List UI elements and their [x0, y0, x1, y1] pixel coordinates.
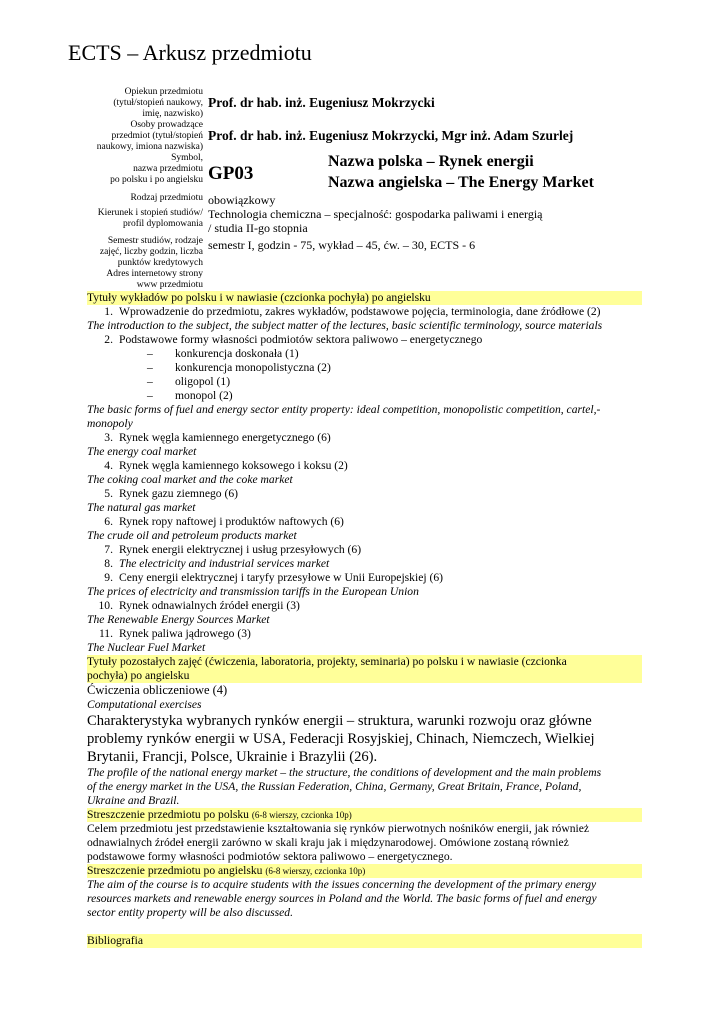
lecture-item: 2. Podstawowe formy własności podmiotów sektora paliwowo – energetycznego — [104, 333, 483, 346]
lecture-item-en: monopoly — [87, 417, 133, 430]
exercise-description-en: The profile of the national energy market – the structure, the conditions of development and the main problems of the energy market in the USA, the Russian Federation, China, Germany, Great Britain, France, Poland, Ukraine and Brazil. — [87, 766, 602, 807]
summary-en-heading: Streszczenie przedmiotu po angielsku (6-8 wierszy, czcionka 10p) — [87, 864, 642, 878]
lecture-item: 8. The electricity and industrial services market — [104, 557, 330, 570]
exercise-title-en: Computational exercises — [87, 698, 202, 711]
supervisor-value: Prof. dr hab. inż. Eugeniusz Mokrzycki — [208, 95, 435, 110]
other-classes-heading: Tytuły pozostałych zajęć (ćwiczenia, laboratoria, projekty, seminaria) po polsku i w nawiasie (czcionka pochyła) po angielsku — [87, 655, 642, 683]
page-title: ECTS – Arkusz przedmiotu — [68, 40, 312, 65]
teachers-value: Prof. dr hab. inż. Eugeniusz Mokrzycki, Mgr inż. Adam Szurlej — [208, 128, 574, 143]
lecture-item-en: The basic forms of fuel and energy sector entity property: ideal competition, monopolistic competition, cartel,- — [87, 403, 601, 416]
lecture-item-en: The energy coal market — [87, 445, 197, 458]
course-field: Technologia chemiczna – specjalność: gospodarka paliwami i energią — [208, 207, 543, 221]
lecture-item: 10. Rynek odnawialnych źródeł energii (3) — [98, 599, 300, 612]
course-symbol: GP03 — [208, 163, 254, 184]
lecture-item: 7. Rynek energii elektrycznej i usług przesyłowych (6) — [104, 543, 362, 556]
course-type: obowiązkowy — [208, 193, 276, 207]
lecture-item-en: The prices of electricity and transmission tariffs in the European Union — [87, 585, 419, 598]
course-content — [87, 291, 642, 948]
lecture-item: 3. Rynek węgla kamiennego energetycznego (6) — [104, 431, 331, 444]
lecture-item: 6. Rynek ropy naftowej i produktów naftowych (6) — [104, 515, 344, 528]
lecture-subitem: – konkurencja monopolistyczna (2) — [147, 361, 331, 374]
lecture-item: 1. Wprowadzenie do przedmiotu, zakres wykładów, podstawowe pojęcia, terminologia, dane źródłowe (2) — [104, 305, 601, 318]
bibliography-heading: Bibliografia — [87, 934, 642, 948]
lecture-item: 9. Ceny energii elektrycznej i taryfy przesyłowe w Unii Europejskiej (6) — [104, 571, 443, 584]
lecture-item: 11. Rynek paliwa jądrowego (3) — [98, 627, 251, 640]
summary-en: The aim of the course is to acquire students with the issues concerning the development of the primary energy resources markets and renewable energy sources in Poland and the World. The basic forms of fuel and energy sector entity property will be also discussed. — [87, 878, 597, 919]
lecture-item-en: The crude oil and petroleum products market — [87, 529, 297, 542]
lecture-item: 4. Rynek węgla kamiennego koksowego i koksu (2) — [104, 459, 348, 472]
lecture-item-en: The introduction to the subject, the subject matter of the lectures, basic scientific terminology, source materials — [87, 319, 603, 332]
exercise-title: Ćwiczenia obliczeniowe (4) — [87, 683, 228, 697]
lecture-subitem: – oligopol (1) — [147, 375, 231, 388]
lectures-heading: Tytuły wykładów po polsku i w nawiasie (czcionka pochyła) po angielsku — [87, 291, 642, 305]
course-semester: semestr I, godzin - 75, wykład – 45, ćw. – 30, ECTS - 6 — [208, 238, 476, 252]
exercise-description: Charakterystyka wybranych rynków energii – struktura, warunki rozwoju oraz główne problemy rynków energii w USA, Federacji Rosyjskiej, Chinach, Niemczech, Wielkiej Brytanii, Francji, Polsce, Ukrainie i Brazylii (26). — [87, 713, 595, 765]
lecture-subitem: – monopol (2) — [147, 389, 233, 402]
label-field: Kierunek i stopień studiów/ profil dyplomowania — [97, 208, 203, 229]
course-level: / studia II-go stopnia — [208, 221, 308, 235]
course-name-en: Nazwa angielska – The Energy Market — [328, 174, 594, 191]
label-semester: Semestr studiów, rodzaje zajęć, liczby godzin, liczba punktów kredytowych Adres internetowy strony www przedmiotu — [99, 236, 203, 290]
spacer — [87, 920, 642, 934]
summary-pl: Celem przedmiotu jest przedstawienie kształtowania się rynków pierwotnych nośników energii, jak również odnawialnych źródeł energii zarówno w skali kraju jak i międzynarodowej. Omówione zostaną również podstawowe formy własności podmiotów sektora paliwowo – energetycznego. — [87, 822, 590, 863]
label-supervisor: Opiekun przedmiotu (tytuł/stopień naukowy, imię, nazwisko) Osoby prowadzące przedmiot (tytuł/stopień naukowy, imiona nazwiska) Symbol, nazwa przedmiotu po polsku i po angielsku — [96, 87, 203, 185]
summary-pl-heading: Streszczenie przedmiotu po polsku (6-8 wierszy, czcionka 10p) — [87, 808, 642, 822]
lecture-item-en: The coking coal market and the coke market — [87, 473, 293, 486]
lecture-subitem: – konkurencja doskonała (1) — [147, 347, 299, 360]
course-name-pl: Nazwa polska – Rynek energii — [328, 153, 534, 170]
lecture-item-en: The Nuclear Fuel Market — [87, 641, 206, 654]
lecture-item-en: The natural gas market — [87, 501, 196, 514]
lecture-item-en: The Renewable Energy Sources Market — [87, 613, 270, 626]
lecture-item: 5. Rynek gazu ziemnego (6) — [104, 487, 238, 500]
label-type: Rodzaj przedmiotu — [130, 193, 203, 203]
